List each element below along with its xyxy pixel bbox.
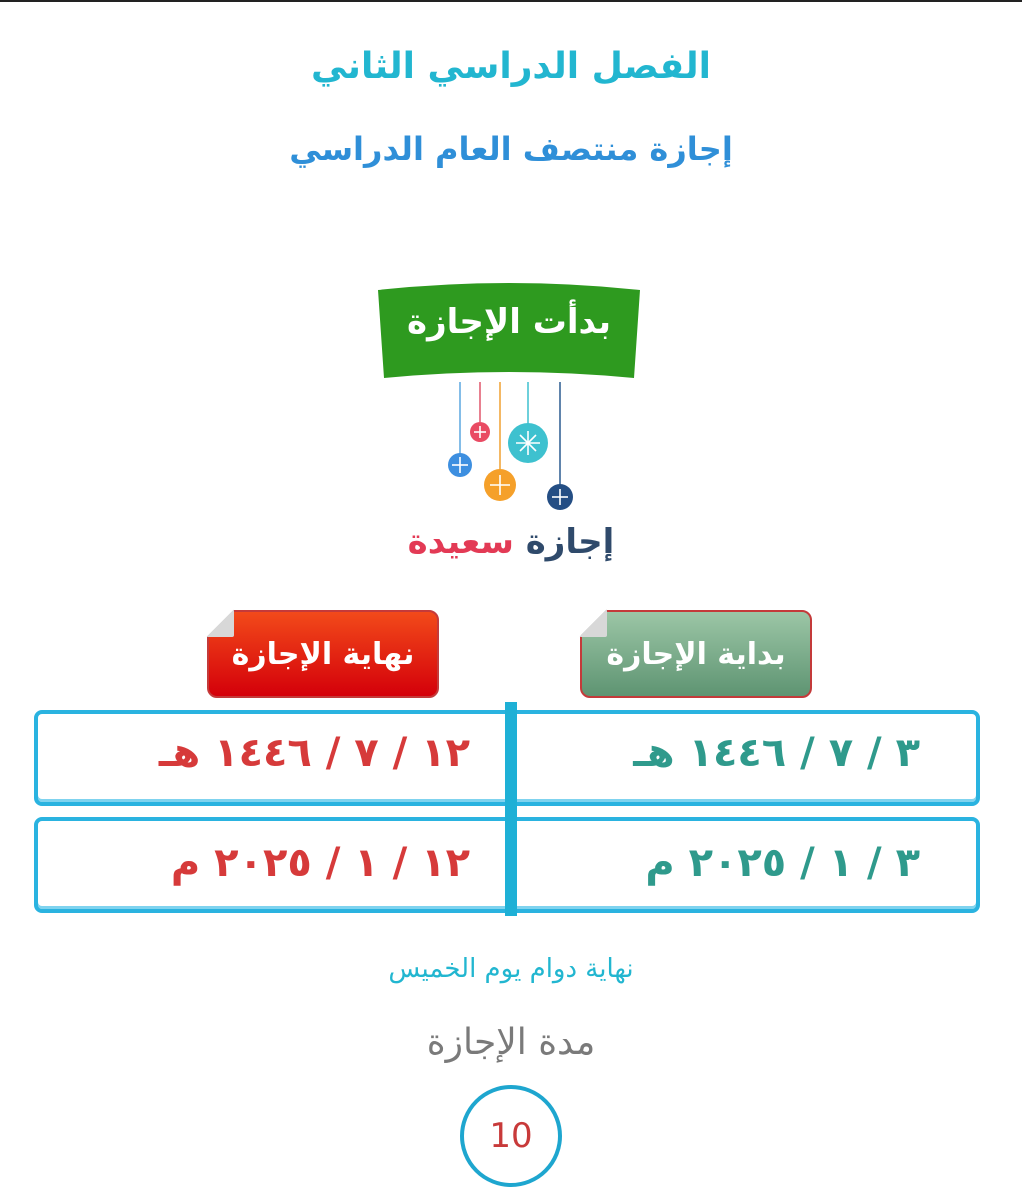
end-hijri-date: ١٢ / ٧ / ١٤٤٦ هـ [158, 730, 470, 776]
happy-word-2: سعيدة [407, 522, 514, 562]
page-title: الفصل الدراسي الثاني [311, 46, 711, 87]
end-label-tag [207, 610, 439, 698]
duration-label: مدة الإجازة [426, 1022, 596, 1063]
happy-vacation-text [0, 522, 1022, 562]
page-curl-icon [579, 609, 607, 637]
page-curl-icon [206, 609, 234, 637]
happy-word-1: إجازة [525, 522, 615, 562]
start-hijri-date: ٣ / ٧ / ١٤٤٦ هـ [633, 730, 920, 776]
start-gregorian-date: ٣ / ١ / ٢٠٢٥ م [645, 840, 920, 886]
end-label-text: نهاية الإجازة [231, 636, 415, 672]
column-divider [505, 702, 517, 916]
page-subtitle: إجازة منتصف العام الدراسي [289, 130, 733, 168]
ornaments-icon [430, 377, 590, 522]
start-label-text: بداية الإجازة [606, 636, 786, 672]
end-of-work-note: نهاية دوام يوم الخميس [388, 954, 634, 984]
banner-text: بدأت الإجازة [407, 302, 611, 342]
duration-days: 10 [489, 1116, 533, 1156]
end-gregorian-date: ١٢ / ١ / ٢٠٢٥ م [170, 840, 470, 886]
start-label-tag [580, 610, 812, 698]
duration-circle [460, 1085, 562, 1187]
